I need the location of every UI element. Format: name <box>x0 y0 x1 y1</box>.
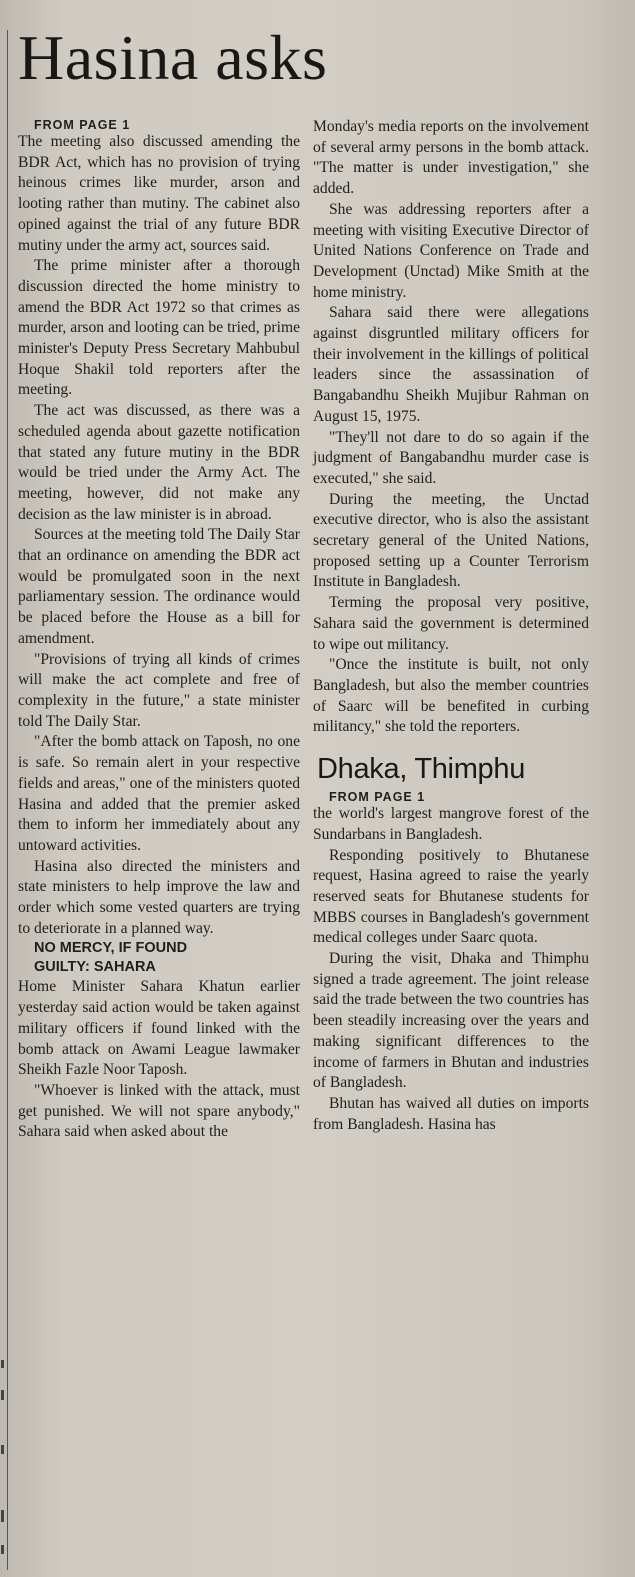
second-headline: Dhaka, Thimphu <box>317 753 526 786</box>
subhead: GUILTY: SAHARA <box>34 959 156 976</box>
column-rule <box>7 30 8 1570</box>
article-paragraph: During the visit, Dhaka and Thimphu signed a trade agreement. The joint release said the trade between the two countries has been steadily increasing over the years and making significant differences to the income of farmers in Bhutan and industries of Bangladesh. <box>313 950 589 1092</box>
article-paragraph: The act was discussed, as there was a scheduled agenda about gazette notification that stated any future mutiny in the BDR would be tried under the Army Act. The meeting, however, did not make any decision as the law minister is in abroad. <box>18 402 300 523</box>
article-paragraph: "After the bomb attack on Taposh, no one is safe. So remain alert in your respective fields and areas," one of the ministers quoted Hasina and added that the premier asked them to inform her immediately about any untoward activities. <box>18 733 300 854</box>
left-column <box>18 118 300 1143</box>
article-paragraph: She was addressing reporters after a meeting with visiting Executive Director of United Nations Conference on Trade and Development (Unctad) Mike Smith at the home ministry. <box>313 200 589 301</box>
article-paragraph: Sahara said there were allegations against disgruntled military officers for their involvement in the killings of political leaders since the assassination of Bangabandhu Sheikh Mujibur Rahman on August 15, 1975. <box>313 304 589 425</box>
headline: Hasina asks <box>18 22 328 93</box>
article-paragraph: "Provisions of trying all kinds of crimes will make the act complete and free of complexity in the future," a state minister told The Daily Star. <box>18 650 300 730</box>
article-paragraph: Monday's media reports on the involvement of several army persons in the bomb attack. "The matter is under investigation," she added. <box>313 118 589 198</box>
article-paragraph: the world's largest mangrove forest of the Sundarbans in Bangladesh. <box>313 805 589 843</box>
article-paragraph: Hasina also directed the ministers and state ministers to help improve the law and order which some vested quarters are trying to deteriorate in a planned way. <box>18 857 300 937</box>
article-paragraph: The prime minister after a thorough discussion directed the home ministry to amend the BDR Act 1972 so that crimes as murder, arson and looting can be tried, prime minister's Deputy Press Secretary Mahbubul Hoque Shakil told reporters after the meeting. <box>18 257 300 399</box>
article-paragraph: The meeting also discussed amending the BDR Act, which has no provision of trying heinous crimes like murder, arson and looting rather than mutiny. The cabinet also opined against the trial of any future BDR mutiny under the army act, sources said. <box>18 133 300 254</box>
article-paragraph: Bhutan has waived all duties on imports from Bangladesh. Hasina has <box>313 1094 589 1133</box>
subhead: NO MERCY, IF FOUND <box>34 940 188 957</box>
article-paragraph: "Once the institute is built, not only Bangladesh, but also the member countries of Saarc will be benefited in curbing militancy," she told the reporters. <box>313 656 589 736</box>
article-paragraph: Home Minister Sahara Khatun earlier yesterday said action would be taken against military officers if found linked with the bomb attack on Awami League lawmaker Sheikh Fazle Noor Taposh. <box>18 978 300 1079</box>
article-paragraph: Terming the proposal very positive, Sahara said the government is determined to wipe out militancy. <box>313 594 589 653</box>
kicker: FROM PAGE 1 <box>329 790 426 805</box>
right-column <box>313 117 589 1135</box>
article-paragraph: Sources at the meeting told The Daily Star that an ordinance on amending the BDR act would be promulgated soon in the next parliamentary session. The ordinance would be placed before the House as a bill for amendment. <box>18 526 300 647</box>
kicker: FROM PAGE 1 <box>34 118 131 132</box>
article-paragraph: Responding positively to Bhutanese request, Hasina agreed to raise the yearly reserved seats for Bhutanese students for MBBS courses in Bangladesh's government medical colleges under Saarc quota. <box>313 846 589 947</box>
article-paragraph: "They'll not dare to do so again if the judgment of Bangabandhu murder case is executed," she said. <box>313 428 589 487</box>
edge-marks <box>0 1360 6 1560</box>
article-paragraph: "Whoever is linked with the attack, must get punished. We will not spare anybody," Sahara said when asked about the <box>18 1081 300 1141</box>
article-paragraph: During the meeting, the Unctad executive director, who is also the assistant secretary general of the United Nations, proposed setting up a Counter Terrorism Institute in Bangladesh. <box>313 490 589 591</box>
